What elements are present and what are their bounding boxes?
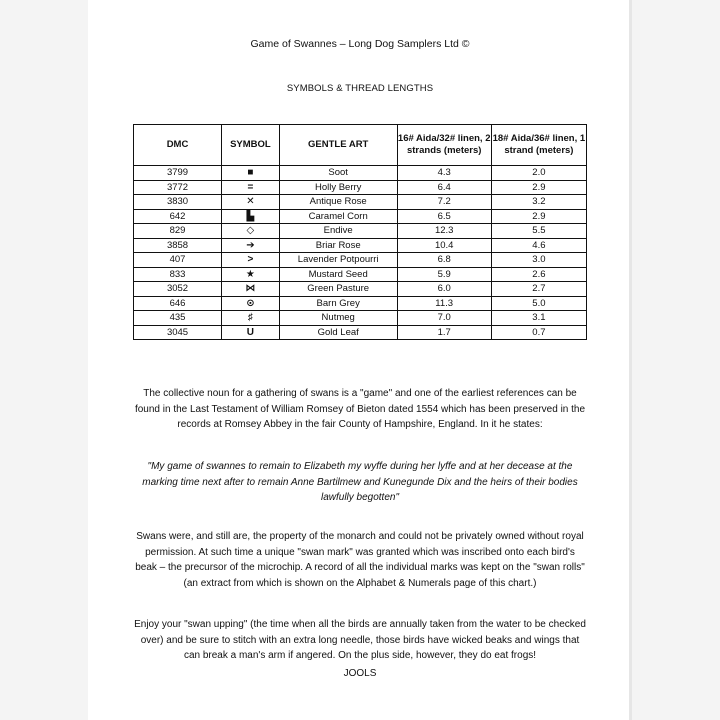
header-symbol: SYMBOL [222,125,280,166]
thread-name-cell: Mustard Seed [279,267,397,282]
intro-paragraph: The collective noun for a gathering of swans is a "game" and one of the earliest references can be found in the Last Testament of William Romsey of Bieton dated 1554 which has been preserved in the records at Romsey Abbey in the fair County of Hampshire, England. In it he states: [134,388,586,430]
header-gentle-art: GENTLE ART [279,125,397,166]
length-18-cell: 4.6 [491,238,586,253]
history-paragraph: Swans were, and still are, the property of the monarch and could not be privately owned without royal permission. At such time a unique "swan mark" was granted which was inscribed onto each bird's beak – the precursor of the microchip. A record of all the individual marks was kept on the "swan rolls" (an extract from which is shown on the Alphabet & Numerals page of this chart.) [135,531,585,589]
length-18-cell: 2.9 [491,180,586,195]
dmc-cell: 3830 [134,195,222,210]
symbol-icon: ♯ [222,311,280,326]
paper-page [88,0,632,720]
dmc-cell: 642 [134,209,222,224]
thread-name-cell: Holly Berry [279,180,397,195]
symbol-icon: ▙ [222,209,280,224]
thread-name-cell: Nutmeg [279,311,397,326]
length-18-cell: 2.6 [491,267,586,282]
length-18-cell: 5.5 [491,224,586,239]
header-length-16: 16# Aida/32# linen, 2 strands (meters) [397,125,491,166]
table-row [134,325,587,340]
dmc-cell: 3799 [134,166,222,181]
table-row [134,267,587,282]
header-dmc: DMC [134,125,222,166]
length-18-cell: 0.7 [491,325,586,340]
dmc-cell: 829 [134,224,222,239]
length-18-cell: 3.0 [491,253,586,268]
dmc-cell: 833 [134,267,222,282]
table-row [134,253,587,268]
symbol-icon: ➔ [222,238,280,253]
dmc-cell: 3772 [134,180,222,195]
symbol-icon: ✕ [222,195,280,210]
symbol-icon: ⋈ [222,282,280,297]
closing-paragraph: Enjoy your "swan upping" (the time when all the birds are annually taken from the water to be checked over) and be sure to stitch with an extra long needle, those birds have wicked beaks and wings that can break a man's arm if angered. On the plus side, however, they do eat frogs! [134,619,586,661]
length-16-cell: 7.0 [397,311,491,326]
thread-name-cell: Caramel Corn [279,209,397,224]
length-16-cell: 6.0 [397,282,491,297]
table-row [134,180,587,195]
symbol-icon: ★ [222,267,280,282]
symbol-icon: > [222,253,280,268]
table-row [134,209,587,224]
length-16-cell: 6.8 [397,253,491,268]
thread-name-cell: Briar Rose [279,238,397,253]
thread-name-cell: Antique Rose [279,195,397,210]
table-row [134,296,587,311]
table-row [134,282,587,297]
length-16-cell: 6.5 [397,209,491,224]
length-16-cell: 5.9 [397,267,491,282]
length-16-cell: 1.7 [397,325,491,340]
thread-name-cell: Endive [279,224,397,239]
length-16-cell: 7.2 [397,195,491,210]
length-18-cell: 2.0 [491,166,586,181]
symbol-icon: = [222,180,280,195]
table-row [134,224,587,239]
signature: JOOLS [343,668,377,679]
dmc-cell: 407 [134,253,222,268]
dmc-cell: 3052 [134,282,222,297]
document-title: Game of Swannes – Long Dog Samplers Ltd © [250,38,470,50]
symbol-icon: ◇ [222,224,280,239]
thread-table [133,124,587,340]
table-row [134,166,587,181]
symbol-icon: U [222,325,280,340]
symbol-icon: ⊙ [222,296,280,311]
length-16-cell: 10.4 [397,238,491,253]
table-row [134,311,587,326]
table-row [134,195,587,210]
length-18-cell: 3.1 [491,311,586,326]
thread-name-cell: Barn Grey [279,296,397,311]
thread-name-cell: Gold Leaf [279,325,397,340]
thread-name-cell: Lavender Potpourri [279,253,397,268]
table-row [134,238,587,253]
length-16-cell: 6.4 [397,180,491,195]
dmc-cell: 3858 [134,238,222,253]
quote-paragraph: "My game of swannes to remain to Elizabeth my wyffe during her lyffe and at her decease at the marking time next after to remain Anne Bartilmew and Kunegunde Dix and the heirs of their bodies lawfully begotten" [142,461,578,503]
dmc-cell: 646 [134,296,222,311]
document-subtitle: SYMBOLS & THREAD LENGTHS [286,83,434,94]
length-16-cell: 11.3 [397,296,491,311]
length-18-cell: 2.7 [491,282,586,297]
length-18-cell: 2.9 [491,209,586,224]
length-16-cell: 12.3 [397,224,491,239]
length-18-cell: 3.2 [491,195,586,210]
thread-name-cell: Green Pasture [279,282,397,297]
length-18-cell: 5.0 [491,296,586,311]
thread-name-cell: Soot [279,166,397,181]
length-16-cell: 4.3 [397,166,491,181]
dmc-cell: 3045 [134,325,222,340]
header-length-18: 18# Aida/36# linen, 1 strand (meters) [491,125,586,166]
page-edge-shadow [629,0,632,720]
table-header-row [134,125,587,166]
dmc-cell: 435 [134,311,222,326]
symbol-icon: ■ [222,166,280,181]
